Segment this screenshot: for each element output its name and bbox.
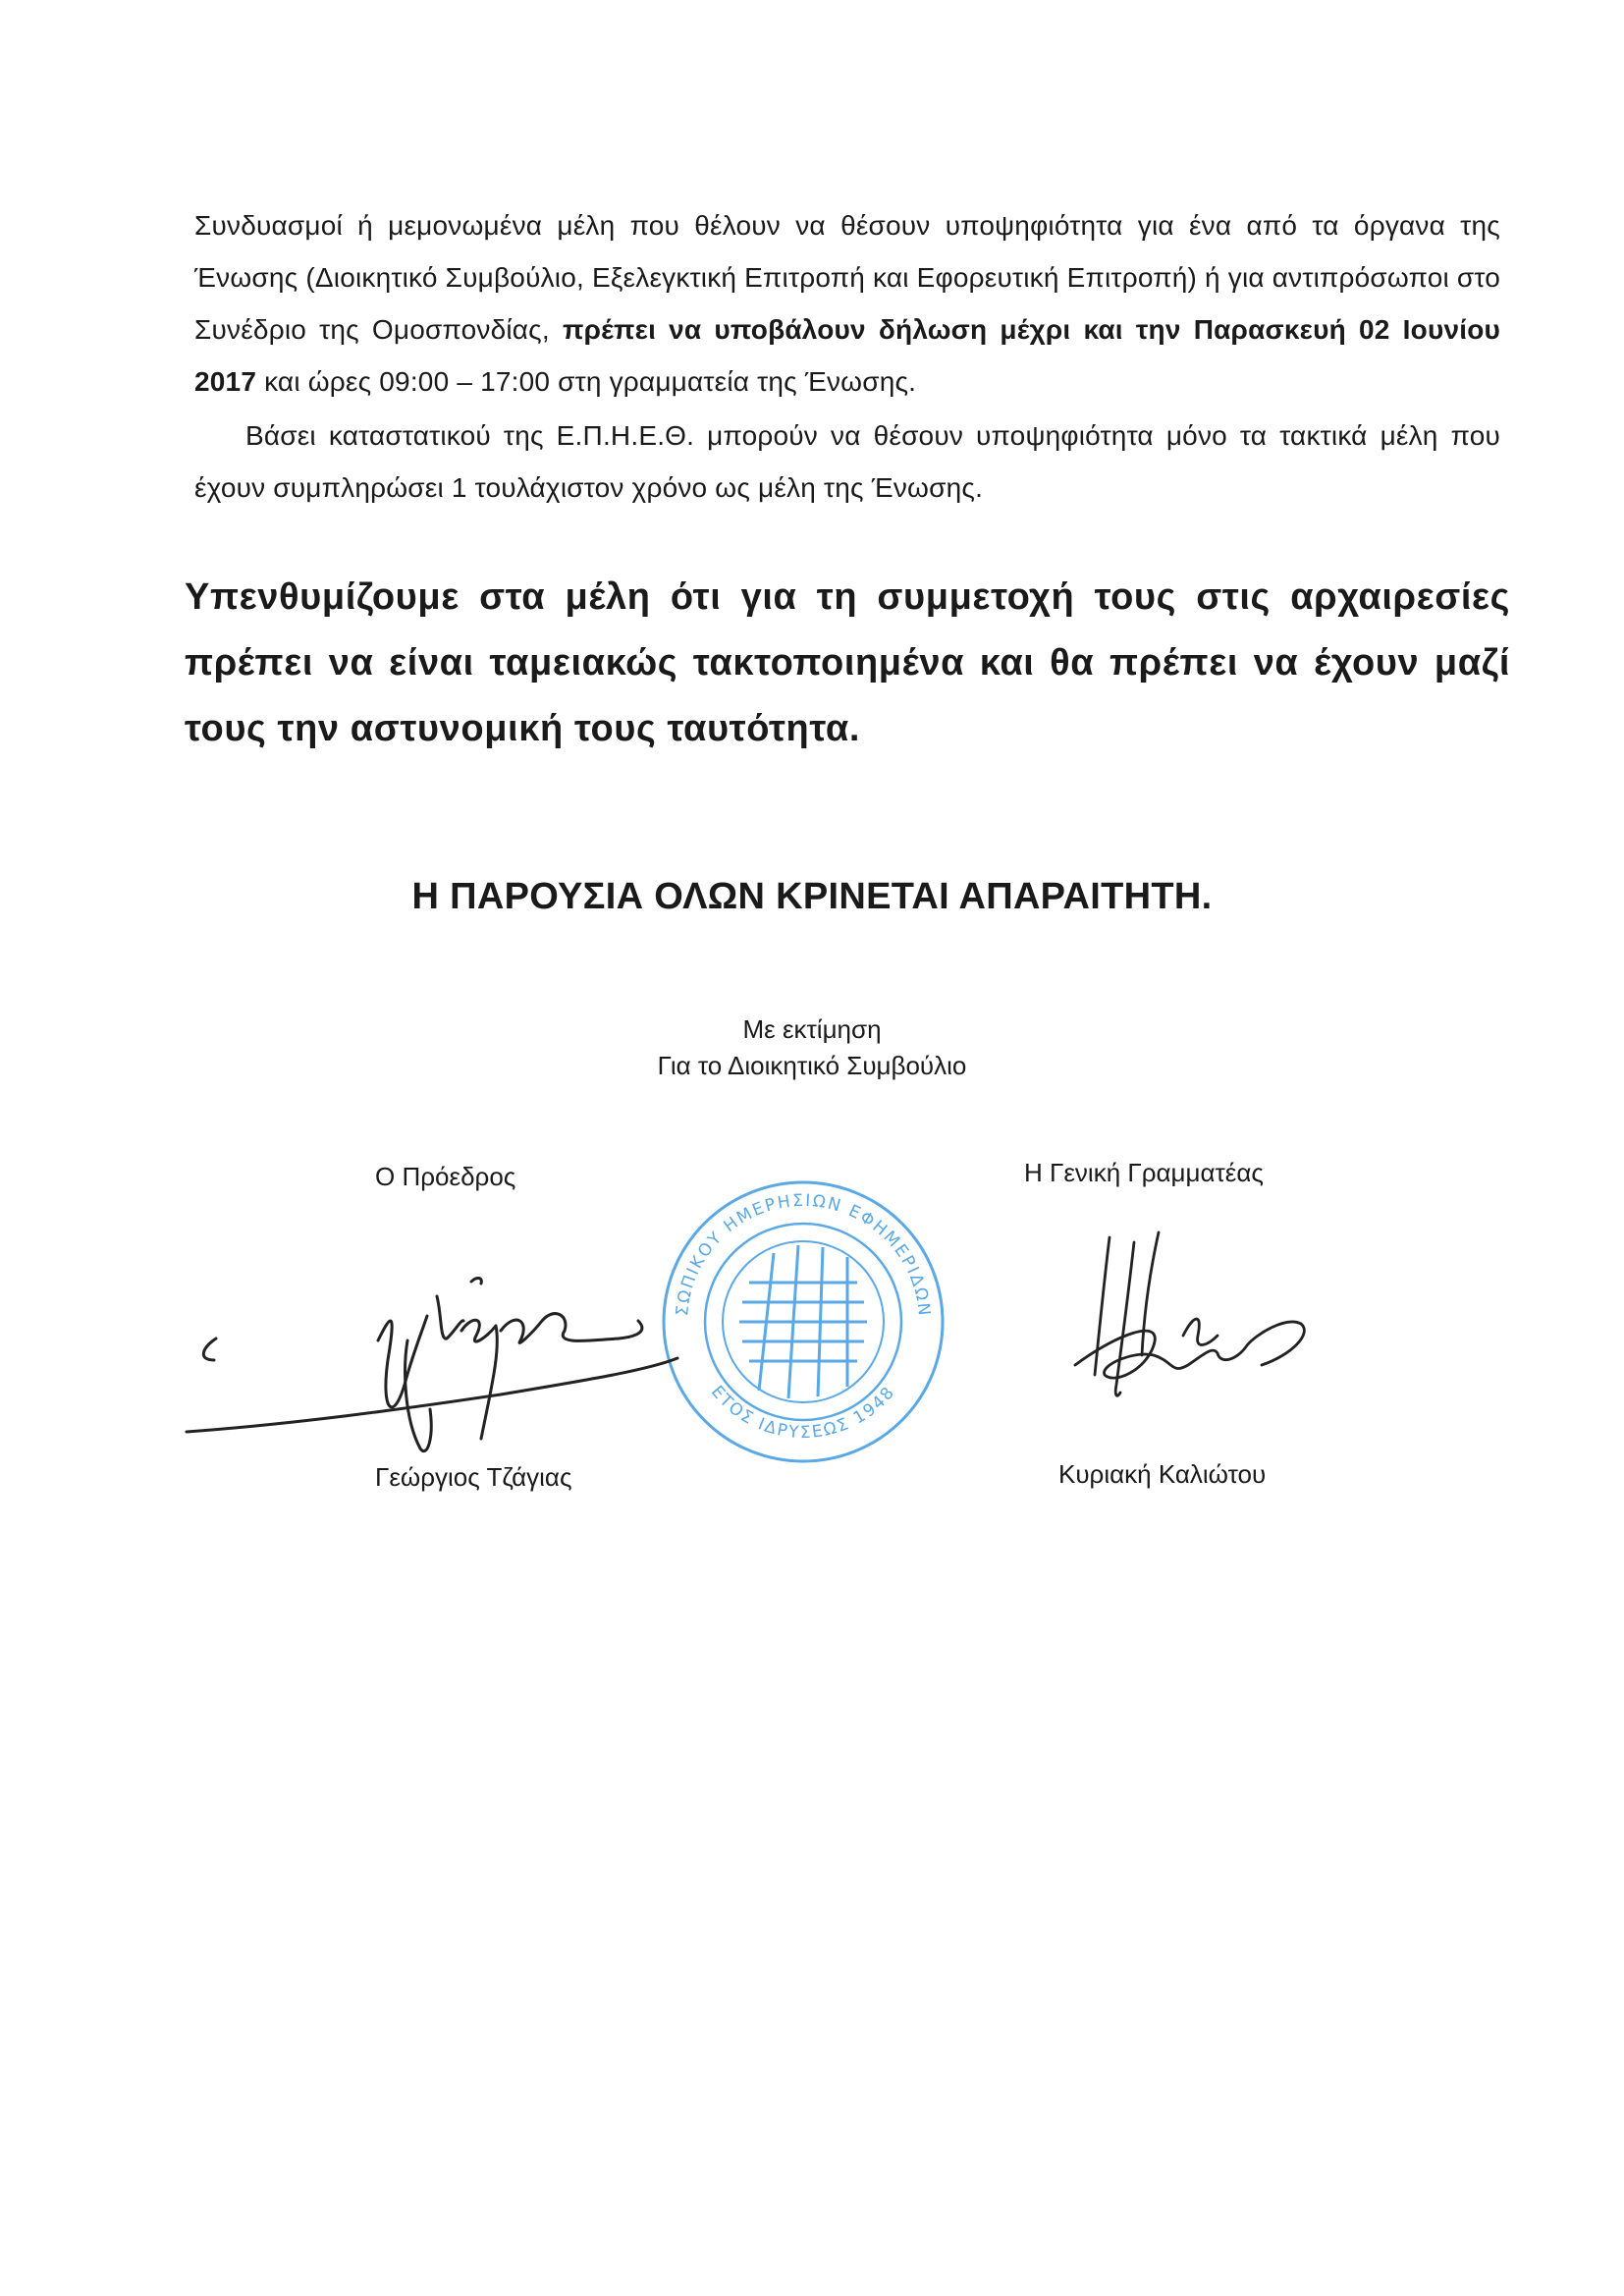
secretary-title: Η Γενική Γραμματέας: [1024, 1158, 1264, 1187]
president-name: Γεώργιος Τζάγιας: [375, 1462, 572, 1492]
paragraph1-line2: της Ένωσης (Διοικητικό Συμβούλιο, Εξελεγκτική Επιτροπή και Εφορευτική Επιτροπή) ή για: [194, 210, 1500, 293]
secretary-name: Κυριακή Καλιώτου: [1058, 1459, 1267, 1489]
reminder-notice: Υπενθυμίζουμε στα μέλη ότι για τη συμμετοχή τους στις αρχαιρεσίες πρέπει να είναι ταμειακώς τακτοποιημένα και θα πρέπει να έχουν μαζί τους την αστυνομική τους ταυτότητα.: [185, 576, 1510, 749]
stamp-emblem: [723, 1241, 884, 1402]
closing-on-behalf: Για το Διοικητικό Συμβούλιο: [657, 1051, 967, 1080]
presence-notice: Η ΠΑΡΟΥΣΙΑ ΟΛΩΝ ΚΡΙΝΕΤΑΙ ΑΠΑΡΑΙΤΗΤΗ.: [411, 876, 1213, 917]
paragraph-eligibility: Βάσει καταστατικού της Ε.Π.Η.Ε.Θ. μπορούν να θέσουν υποψηφιότητα μόνο τα τακτικά μέλη που έχουν συμπληρώσει 1 τουλάχιστον χρόνο ως μέλη της Ένωσης.: [194, 420, 1500, 503]
president-signature: [177, 1223, 727, 1468]
closing-regards: Με εκτίμηση: [742, 1014, 882, 1044]
president-title: Ο Πρόεδρος: [375, 1162, 516, 1191]
secretary-signature: [1056, 1218, 1321, 1414]
paragraph-candidacy: [194, 199, 1500, 408]
deadline-date: Παρασκευή 02 Ιουνίου 2017: [194, 314, 1501, 397]
paragraph1-line4-normal: και ώρες 09:00 – 17:00 στη γραμματεία της Ένωσης.: [264, 366, 917, 397]
paragraph1-line3-bold: πρέπει να υποβάλουν δήλωση μέχρι και την: [562, 314, 1181, 345]
paragraph1-line3-normal: αντιπρόσωποι στο Συνέδριο της Ομοσπονδίας,: [194, 262, 1500, 345]
stamp-arc-text: ΕΝΩΣΗ ΠΡΟΣΩΠΙΚΟΥ ΗΜΕΡΗΣΙΩΝ ΕΦΗΜΕΡΙΔΩΝ ΘΕΣ/ΝΙΚΗΣ: [648, 1160, 935, 1326]
paragraph1-line1: Συνδυασμοί ή μεμονωμένα μέλη που θέλουν να θέσουν υποψηφιότητα για ένα από τα όργανα: [194, 210, 1446, 241]
stamp-year-text: ΕΤΟΣ ΙΔΡΥΣΕΩΣ 1948: [706, 1382, 900, 1444]
